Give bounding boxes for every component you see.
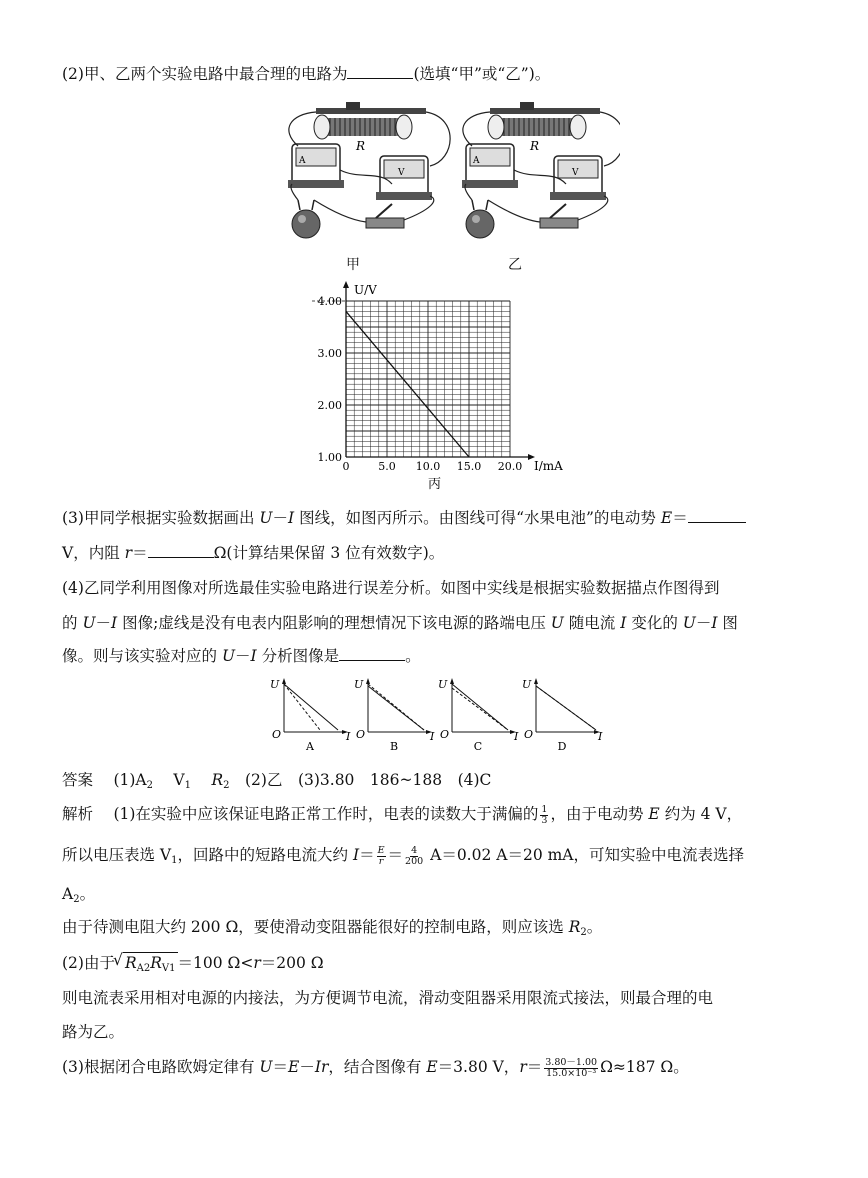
option-graph-d xyxy=(522,678,603,753)
switch-icon xyxy=(366,204,404,228)
ammeter-icon xyxy=(462,144,518,188)
option-letter: C xyxy=(473,740,483,753)
svg-text:R: R xyxy=(530,139,540,153)
y-axis-arrow xyxy=(343,281,349,288)
caption-yi: 乙 xyxy=(508,257,522,273)
answer-line: 答案 $(1)A_2$ $V_1$ $R_2$ (2)乙 (3)3.80 186~188 (4)C xyxy=(62,771,492,791)
q4-line-3: 像。则与该实验对应的 U－I 分析图像是 。 xyxy=(62,647,421,665)
option-i-label: I xyxy=(598,730,603,743)
y-tick-label: 4.00 xyxy=(317,295,342,308)
option-solid-line xyxy=(452,684,508,730)
option-u-label: U xyxy=(438,678,448,691)
fruit-battery-icon xyxy=(466,200,494,238)
y-tick-label: 1.00 xyxy=(317,451,342,464)
option-i-label: I xyxy=(430,730,435,743)
q3-r-blank xyxy=(148,543,214,558)
x-tick-label: 10.0 xyxy=(415,460,441,473)
option-u-label: U xyxy=(522,678,532,691)
q3-line-2: V，内阻 r＝ Ω(计算结果保留 3 位有效数字)。 xyxy=(62,544,445,562)
option-graph-b xyxy=(354,678,435,753)
circuit-jia xyxy=(288,102,450,238)
q4-line-2: 的 U－I 图像;虚线是没有电表内阻影响的理想情况下该电源的路端电压 U 随电流 I 变化的 U－I 图 xyxy=(62,614,738,632)
analysis-line-7: 路为乙。 xyxy=(62,1023,125,1041)
q4-answer-blank xyxy=(339,646,405,661)
q2-answer-blank xyxy=(347,64,413,79)
x-axis-label: I/mA xyxy=(534,459,563,473)
option-graph-a xyxy=(270,678,351,753)
svg-text:V: V xyxy=(398,168,405,178)
fraction-4-over-200: $\frac{4}{200}$ xyxy=(405,844,424,867)
x-tick-label: 20.0 xyxy=(497,460,523,473)
circuit-yi xyxy=(462,102,620,238)
switch-icon xyxy=(540,204,578,228)
analysis-line-4: 由于待测电阻大约 200 Ω，要使滑动变阻器能很好的控制电路，则应该选 $R_2$。 xyxy=(62,918,603,938)
svg-text:A: A xyxy=(473,156,480,166)
analysis-line-5: (2)由于 √ $R_{A2}R_{V1} =100$ Ω<r＝200 Ω xyxy=(62,952,324,979)
analysis-line-6: 则电流表采用相对电源的内接法，为方便调节电流，滑动变阻器采用限流式接法，则最合理的电 xyxy=(62,989,714,1007)
svg-text:A: A xyxy=(299,156,306,166)
chart-axes xyxy=(312,281,535,460)
x-tick-label: 5.0 xyxy=(378,460,396,473)
option-origin-label: O xyxy=(356,728,366,741)
analysis-line-8: (3)根据闭合电路欧姆定律有 U＝E－Ir，结合图像有 E＝3.80 V，r＝ $\frac{3.80-1.00}{\text{15.0×10⁻³}}$ Ω≈187 Ω。 xyxy=(62,1056,689,1079)
u-i-chart xyxy=(310,278,580,493)
ammeter-icon xyxy=(288,144,344,188)
option-y-arrow xyxy=(282,678,286,684)
option-dashed-line xyxy=(368,684,424,730)
y-tick-label: 3.00 xyxy=(317,347,342,360)
option-solid-line xyxy=(284,684,338,730)
q3-line-1: (3)甲同学根据实验数据画出 U－I 图线，如图丙所示。由图线可得“水果电池”的电动势 E＝ xyxy=(62,508,746,528)
caption-jia: 甲 xyxy=(346,257,360,273)
x-tick-label: 0 xyxy=(342,460,350,473)
option-origin-label: O xyxy=(272,728,282,741)
sqrt-expression: √ $R_{A2}R_{V1}$ xyxy=(123,952,178,979)
option-graph-c xyxy=(438,678,519,753)
fruit-battery-icon xyxy=(292,200,320,238)
option-u-label: U xyxy=(354,678,364,691)
option-y-arrow xyxy=(534,678,538,684)
option-i-label: I xyxy=(514,730,519,743)
svg-text:V: V xyxy=(572,168,579,178)
q4-option-graphs xyxy=(262,676,612,754)
option-y-arrow xyxy=(450,678,454,684)
y-axis-label: U/V xyxy=(354,283,377,297)
option-y-arrow xyxy=(366,678,370,684)
option-letter: D xyxy=(557,740,567,753)
fraction-e-over-r: $\frac{E}{r}$ xyxy=(377,844,385,867)
y-tick-label: 2.00 xyxy=(317,399,342,412)
analysis-line-2: 所以电压表选 $V_1$，回路中的短路电流大约 I＝ $\frac{E}{r}$ ＝ $\frac{4}{200}$ A＝0.02 A＝20 mA，可知实验中电流表选择 xyxy=(62,844,744,867)
chart-caption: 丙 xyxy=(428,477,442,492)
circuit-illustrations xyxy=(280,100,620,250)
option-u-label: U xyxy=(270,678,280,691)
fraction-r-calc: $\frac{3.80-1.00}{\text{15.0×10⁻³}}$ xyxy=(545,1056,598,1079)
analysis-line-3: $A_2$。 xyxy=(62,885,96,905)
q4-line-1: (4)乙同学利用图像对所选最佳实验电路进行误差分析。如图中实线是根据实验数据描点作图得到 xyxy=(62,579,720,597)
option-letter: A xyxy=(306,740,314,753)
option-origin-label: O xyxy=(440,728,450,741)
option-origin-label: O xyxy=(524,728,534,741)
q3-emf-blank xyxy=(688,508,746,523)
option-i-label: I xyxy=(346,730,351,743)
option-letter: B xyxy=(389,740,399,753)
chart-grid xyxy=(346,301,510,457)
q2-line: (2)甲、乙两个实验电路中最合理的电路为 (选填“甲”或“乙”)。 xyxy=(62,65,551,83)
fraction-one-third: $\frac{1}{3}$ xyxy=(541,803,548,826)
option-dashed-line xyxy=(284,684,320,730)
x-tick-label: 15.0 xyxy=(456,460,482,473)
svg-text:R: R xyxy=(356,139,366,153)
analysis-line-1: 解析 (1)在实验中应该保证电路正常工作时，电表的读数大于满偏的 $\frac{1}{3}$ ，由于电动势 E 约为 4 V， xyxy=(62,803,743,826)
